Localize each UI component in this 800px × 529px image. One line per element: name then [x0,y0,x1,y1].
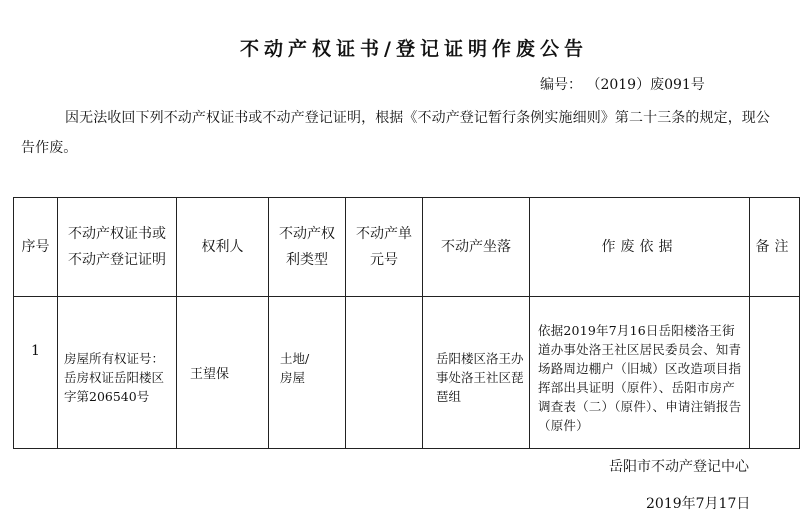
header-basis: 作废依据 [530,198,750,297]
notice-title: 不动产权证书/登记证明作废公告 [240,38,588,60]
cell-seq: 1 [14,297,58,449]
cell-unit-no [346,297,423,449]
cell-right-type: 土地/房屋 [269,297,346,449]
document-number: 编号： （2019）废091号 [540,77,705,93]
issuer-name: 岳阳市不动产登记中心 [609,459,749,475]
cell-cert: 房屋所有权证号：岳房权证岳阳楼区字第206540号 [58,297,177,449]
issue-date: 2019年7月17日 [646,496,751,512]
cell-remark [750,297,800,449]
header-holder: 权利人 [177,198,269,297]
cell-basis: 依据2019年7月16日岳阳楼洛王街道办事处洛王社区居民委员会、知青场路周边棚户（旧城）区改造项目指挥部出具证明（原件）、岳阳市房产调查表（二）（原件）、申请注销报告（原件） [530,297,750,449]
void-certificates-table [13,197,800,449]
header-cert: 不动产权证书或不动产登记证明 [58,198,177,297]
header-seq: 序号 [14,198,58,297]
intro-paragraph: 因无法收回下列不动产权证书或不动产登记证明，根据《不动产登记暂行条例实施细则》第二十三条的规定，现公告作废。 [21,110,770,156]
cell-location: 岳阳楼区洛王办事处洛王社区琵琶组 [423,297,530,449]
table-row [14,297,800,449]
header-unit-no: 不动产单元号 [346,198,423,297]
header-right-type: 不动产权利类型 [269,198,346,297]
table-header-row [14,198,800,297]
header-location: 不动产坐落 [423,198,530,297]
cell-holder: 王望保 [177,297,269,449]
header-remark: 备注 [750,198,800,297]
